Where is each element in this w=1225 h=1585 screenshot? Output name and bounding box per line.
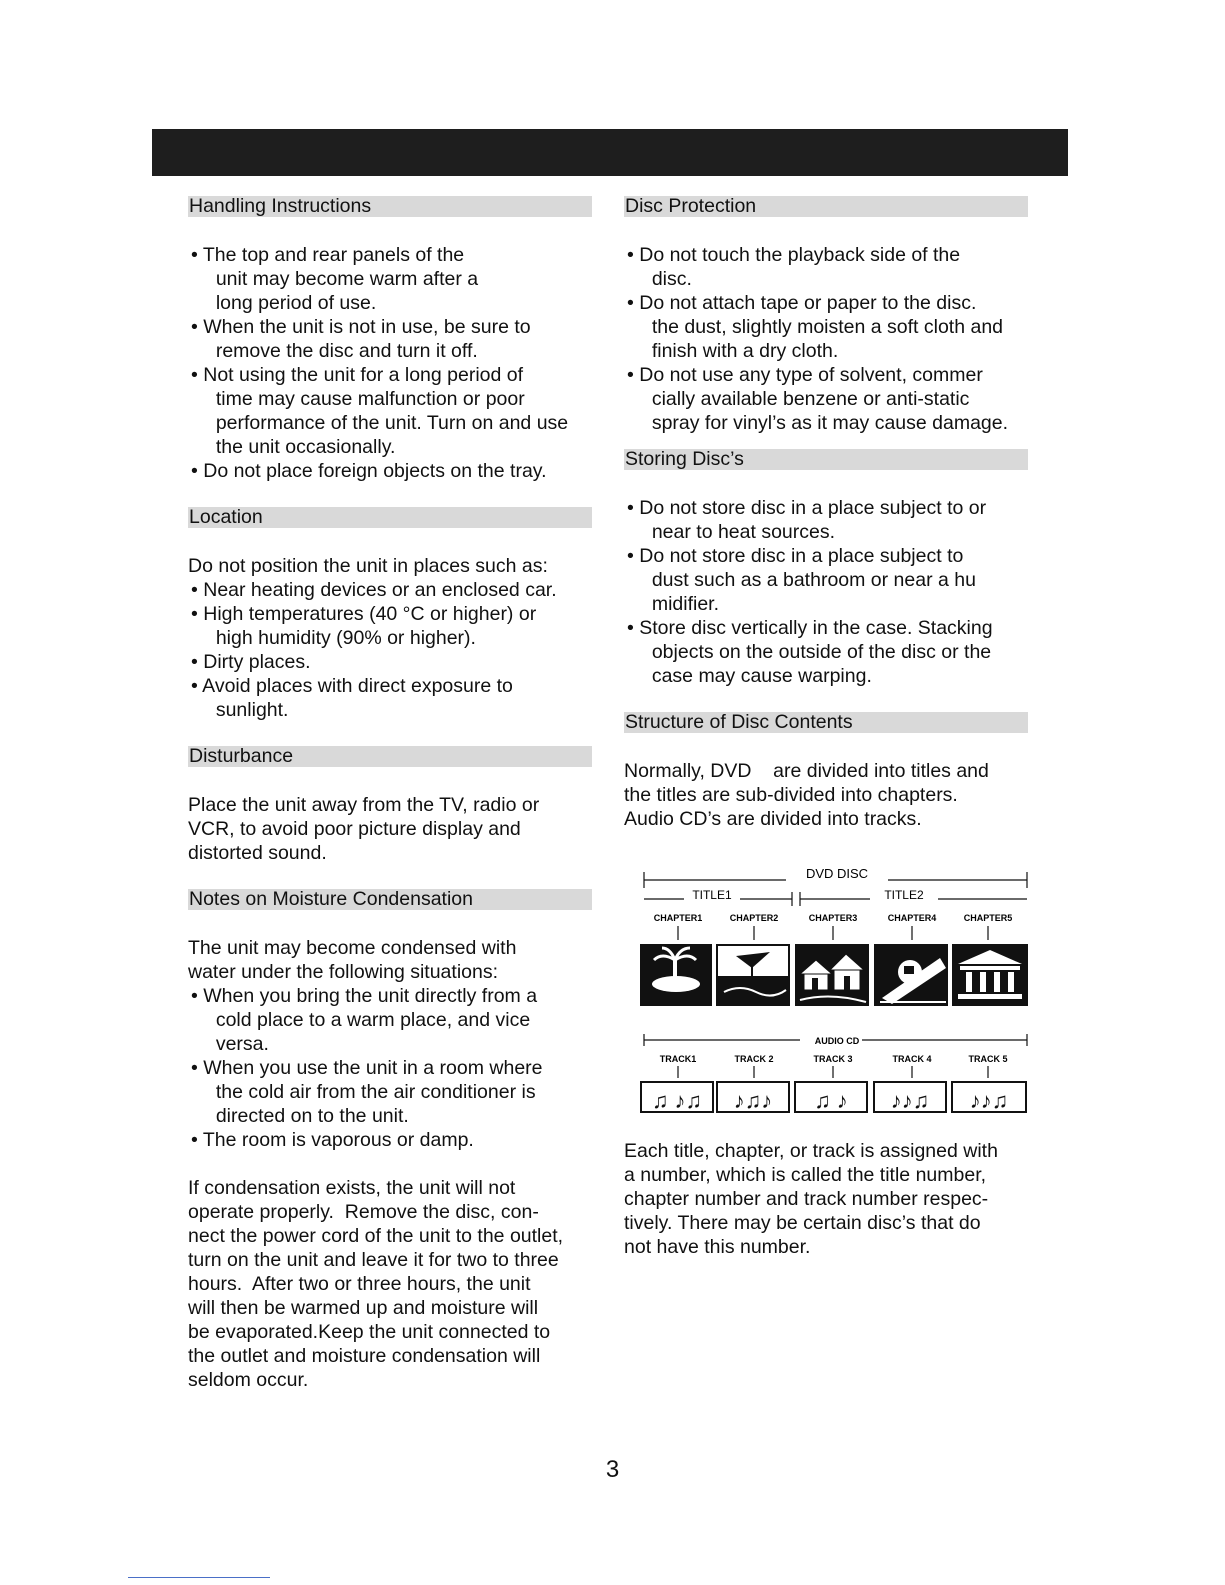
title1-label: TITLE1: [692, 888, 732, 902]
location-intro: Do not position the unit in places such as:: [188, 555, 548, 577]
chapter-image-island: [640, 944, 712, 1006]
moisture-item: • When you use the unit in a room where the cold air from the air conditioner is directed on to the unit.: [191, 1057, 543, 1127]
left-column: [188, 196, 592, 1392]
protection-item: • Do not use any type of solvent, commer cially available benzene or anti-static spray for vinyl’s as it may cause damage.: [627, 364, 1009, 434]
disc-structure-diagram: [640, 868, 1032, 1128]
dvd-disc-label: DVD DISC: [805, 868, 869, 881]
moisture-item: • When you bring the unit directly from a cold place to a warm place, and vice versa.: [191, 985, 538, 1055]
storing-item: • Store disc vertically in the case. Stacking objects on the outside of the disc or the case may cause warping.: [627, 617, 993, 687]
music-notes-icon: ♫ ♪♫: [651, 1088, 703, 1113]
disturbance-text: Place the unit away from the TV, radio or VCR, to avoid poor picture display and distorted sound.: [188, 794, 540, 864]
structure-text-2: Each title, chapter, or track is assigned with a number, which is called the title number, chapter number and track number respec- tively. There may be certain disc’s that do not have this number.: [624, 1140, 998, 1258]
section-heading-moisture: Notes on Moisture Condensation: [188, 889, 592, 910]
section-heading-location: Location: [188, 507, 592, 528]
chapter-image-houses: [795, 944, 869, 1006]
music-notes-icon: ♪♫♪: [733, 1088, 773, 1113]
section-heading-storing: Storing Disc’s: [624, 449, 1028, 470]
moisture-item: • The room is vaporous or damp.: [191, 1129, 474, 1151]
moisture-text: If condensation exists, the unit will not operate properly. Remove the disc, con- nect the power cord of the unit to the outlet, turn on the unit and leave it for two to three hours. After two or three hours, the unit will then be warmed up and moisture will be evaporated.Keep the unit connected to the outlet and moisture condensation will seldom occur.: [188, 1177, 564, 1391]
header-bar: [152, 129, 1068, 176]
title2-label: TITLE2: [884, 888, 924, 902]
track-label: TRACK 4: [892, 1054, 932, 1064]
location-item: • Dirty places.: [191, 651, 311, 673]
section-heading-structure: Structure of Disc Contents: [624, 712, 1028, 733]
music-notes-icon: ♪♪♫: [969, 1088, 1009, 1113]
chapter-label: CHAPTER1: [653, 913, 703, 923]
section-heading-disturbance: Disturbance: [188, 746, 592, 767]
moisture-intro: The unit may become condensed with water under the following situations:: [188, 937, 517, 983]
location-item: • Near heating devices or an enclosed car.: [191, 579, 557, 601]
chapter-label: CHAPTER3: [808, 913, 858, 923]
chapter-label: CHAPTER2: [729, 913, 779, 923]
music-notes-icon: ♪♪♫: [890, 1088, 930, 1113]
handling-item: • Not using the unit for a long period of time may cause malfunction or poor performance of the unit. Turn on and use the unit occasionally.: [191, 364, 569, 458]
chapter-label: CHAPTER4: [887, 913, 937, 923]
track-label: TRACK 2: [734, 1054, 774, 1064]
music-notes-icon: ♫ ♪: [814, 1088, 848, 1113]
chapter-image-temple: [952, 944, 1028, 1006]
handling-item: • Do not place foreign objects on the tray.: [191, 460, 547, 482]
handling-item: • The top and rear panels of the unit may become warm after a long period of use.: [191, 244, 479, 314]
track-label: TRACK 5: [968, 1054, 1008, 1064]
section-heading-protection: Disc Protection: [624, 196, 1028, 217]
location-item: • High temperatures (40 °C or higher) or high humidity (90% or higher).: [191, 603, 537, 649]
structure-text: Normally, DVD are divided into titles and the titles are sub-divided into chapters. Audio CD’s are divided into tracks.: [624, 760, 989, 830]
storing-item: • Do not store disc in a place subject to or near to heat sources.: [627, 497, 987, 543]
footer-link-line: [128, 1577, 270, 1578]
chapter-image-beach: [716, 944, 790, 1006]
chapter-label: CHAPTER5: [963, 913, 1013, 923]
chapter-image-train: [874, 944, 948, 1006]
protection-item: • Do not touch the playback side of the disc.: [627, 244, 961, 290]
audio-cd-label: AUDIO CD: [814, 1036, 860, 1046]
handling-item: • When the unit is not in use, be sure to remove the disc and turn it off.: [191, 316, 531, 362]
protection-item: • Do not attach tape or paper to the disc. the dust, slightly moisten a soft cloth and finish with a dry cloth.: [627, 292, 1004, 362]
track-label: TRACK 3: [813, 1054, 853, 1064]
page-number: 3: [605, 1456, 620, 1483]
section-heading-handling: Handling Instructions: [188, 196, 592, 217]
location-item: • Avoid places with direct exposure to sunlight.: [191, 675, 513, 721]
storing-item: • Do not store disc in a place subject to dust such as a bathroom or near a hu midifier.: [627, 545, 976, 615]
track-label: TRACK1: [659, 1054, 697, 1064]
